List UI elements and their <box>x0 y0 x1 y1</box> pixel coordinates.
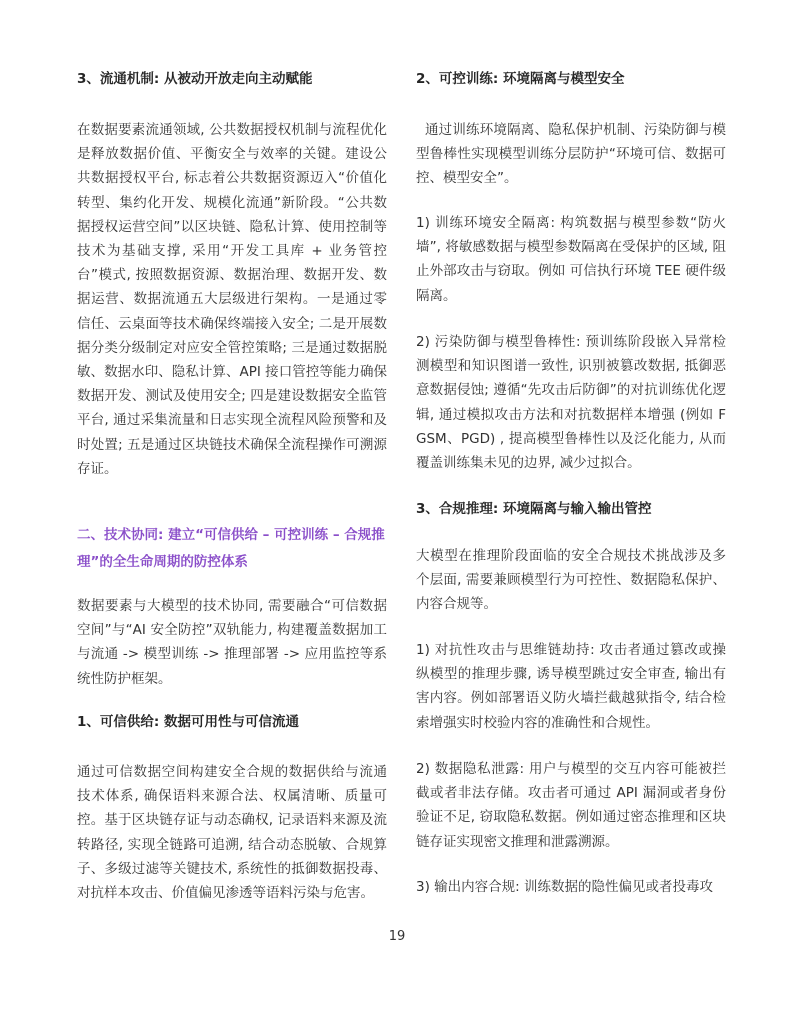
heading-controllable-training: 2、可控训练: 环境隔离与模型安全 <box>416 71 625 87</box>
paragraph-technical-collaboration: 数据要素与大模型的技术协同, 需要融合“可信数据空间”与“AI 安全防控”双轨能力, 构建覆盖数据加工与流通 -> 模型训练 -> 推理部署 -> 应用监控等系统性防护框架。 <box>77 598 387 687</box>
paragraph-training-isolation: 1) 训练环境安全隔离: 构筑数据与模型参数“防火墙”, 将敏感数据与模型参数隔离在受保护的区域, 阻止外部攻击与窃取。例如 可信执行环境 TEE 硬件级隔离。 <box>416 215 726 304</box>
heading-technical-collaboration: 二、技术协同: 建立“可信供给 – 可控训练 – 合规推理”的全生命周期的防控体系 <box>77 527 385 570</box>
paragraph-compliant-inference: 大模型在推理阶段面临的安全合规技术挑战涉及多个层面, 需要兼顾模型行为可控性、数据隐私保护、内容合规等。 <box>416 548 726 613</box>
heading-compliant-inference: 3、合规推理: 环境隔离与输入输出管控 <box>416 501 652 517</box>
paragraph-output-compliance: 3) 输出内容合规: 训练数据的隐性偏见或者投毒攻 <box>416 879 713 895</box>
paragraph-pollution-defense: 2) 污染防御与模型鲁棒性: 预训练阶段嵌入异常检测模型和知识图谱一致性, 识别被篡改数据, 抵御恶意数据侵蚀; 遵循“先攻击后防御”的对抗训练优化逻辑, 通过模拟攻击方法和对抗数据样本增强 (例如 FGSM、PGD) , 提高模型鲁棒性以及泛化能力, 从而覆盖训练集未见的边界, 减少过拟合。 <box>416 334 726 472</box>
paragraph-controllable-training: 通过训练环境隔离、隐私保护机制、污染防御与模型鲁棒性实现模型训练分层防护“环境可信、数据可控、模型安全”。 <box>416 122 726 187</box>
heading-circulation-mechanism: 3、流通机制: 从被动开放走向主动赋能 <box>77 71 313 87</box>
paragraph-adversarial-attack: 1) 对抗性攻击与思维链劫持: 攻击者通过篡改或操纵模型的推理步骤, 诱导模型跳过安全审查, 输出有害内容。例如部署语义防火墙拦截越狱指令, 结合检索增强实时校验内容的准确性和合规性。 <box>416 642 726 731</box>
paragraph-circulation-mechanism: 在数据要素流通领域, 公共数据授权机制与流程优化是释放数据价值、平衡安全与效率的关键。建设公共数据授权平台, 标志着公共数据资源迈入“价值化转型、集约化开发、规模化流通”新阶段。“公共数据授权运营空间”以区块链、隐私计算、使用控制等技术为基础支撑, 采用“开发工具库 + 业务管控台”模式, 按照数据资源、数据治理、数据开发、数据运营、数据流通五大层级进行架构。一是通过零信任、云桌面等技术确保终端接入安全; 二是开展数据分类分级制定对应安全管控策略; 三是通过数据脱敏、数据水印、隐私计算、API 接口管控等能力确保数据开发、测试及使用安全; 四是建设数据安全监管平台, 通过采集流量和日志实现全流程风险预警和及时处置; 五是通过区块链技术确保全流程操作可溯源存证。 <box>77 122 387 477</box>
paragraph-privacy-leakage: 2) 数据隐私泄露: 用户与模型的交互内容可能被拦截或者非法存储。攻击者可通过 API 漏洞或者身份验证不足, 窃取隐私数据。例如通过密态推理和区块链存证实现密文推理和泄露溯源。 <box>416 761 726 850</box>
heading-trusted-supply: 1、可信供给: 数据可用性与可信流通 <box>77 714 299 730</box>
paragraph-trusted-supply: 通过可信数据空间构建安全合规的数据供给与流通技术体系, 确保语料来源合法、权属清晰、质量可控。基于区块链存证与动态确权, 记录语料来源及流转路径, 实现全链路可追溯, 结合动态脱敏、合规算子、多级过滤等关键技术, 系统性的抵御数据投毒、对抗样本攻击、价值偏见渗透等语料污染与危害。 <box>77 764 387 902</box>
page-number: 19 <box>388 929 406 944</box>
